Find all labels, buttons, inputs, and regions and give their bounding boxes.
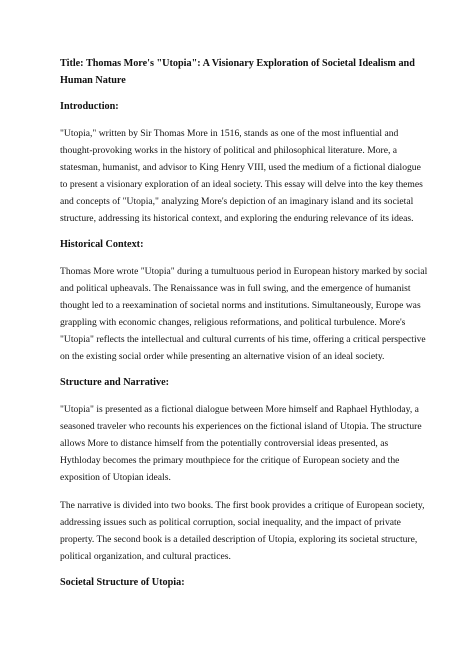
paragraph-structure-1: "Utopia" is presented as a fictional dialogue between More himself and Raphael Hythloday, a seasoned traveler who recounts his experiences on the fictional island of Utopia. The structure allows More to distance himself from the potentially controversial ideas presented, as Hythloday becomes the primary mouthpiece for the critique of European society and the exposition of Utopian ideals. bbox=[60, 404, 422, 483]
paragraph-introduction: "Utopia," written by Sir Thomas More in 1516, stands as one of the most influential and thought-provoking works in the history of political and philosophical literature. More, a statesman, humanist, and advisor to King Henry VIII, used the medium of a fictional dialogue to present a visionary exploration of an ideal society. This essay will delve into the key themes and concepts of "Utopia," analyzing More's depiction of an imaginary island and its societal structure, addressing its historical context, and exploring the enduring relevance of its ideas. bbox=[60, 128, 423, 224]
section-heading-historical-context: Historical Context: bbox=[60, 239, 144, 250]
paragraph-structure-2: The narrative is divided into two books. The first book provides a critique of European society, addressing issues such as political corruption, social inequality, and the impact of private property. The second book is a detailed description of Utopia, exploring its societal structure, political organization, and cultural practices. bbox=[60, 500, 425, 562]
section-heading-introduction: Introduction: bbox=[60, 101, 119, 112]
paragraph-historical-context: Thomas More wrote "Utopia" during a tumultuous period in European history marked by social and political upheavals. The Renaissance was in full swing, and the emergence of humanist thought led to a reexamination of societal norms and institutions. Simultaneously, Europe was grappling with economic changes, religious reformations, and political turbulence. More's "Utopia" reflects the intellectual and cultural currents of his time, offering a critical perspective on the existing social order while presenting an alternative vision of an ideal society. bbox=[60, 266, 428, 362]
document-title: Title: Thomas More's "Utopia": A Visionary Exploration of Societal Idealism and Human Nature bbox=[60, 58, 415, 86]
section-heading-structure-and-narrative: Structure and Narrative: bbox=[60, 377, 170, 388]
section-heading-societal-structure: Societal Structure of Utopia: bbox=[60, 577, 185, 588]
document-body bbox=[60, 55, 428, 601]
